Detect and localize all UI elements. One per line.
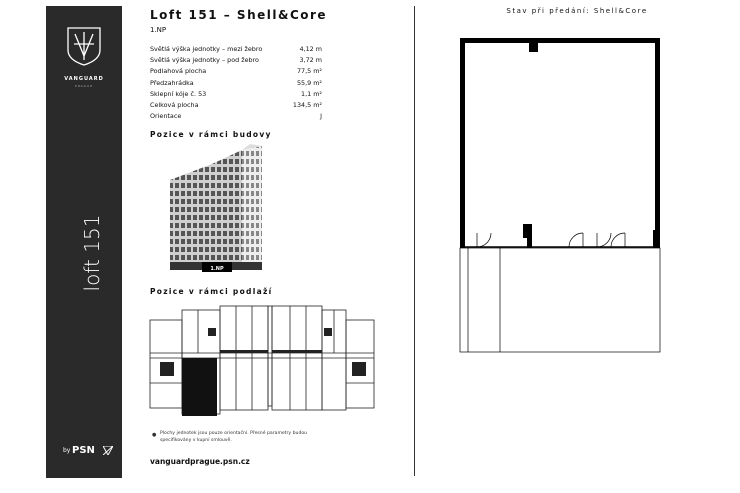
param-value: 77,5 m² (296, 67, 322, 76)
param-label: Celková plocha (150, 100, 199, 109)
param-value: 55,9 m² (296, 78, 322, 87)
floor-label: 1.NP (150, 26, 167, 34)
building-render-image (150, 142, 280, 274)
param-row (150, 55, 322, 66)
param-value: 134,5 m² (292, 100, 322, 109)
vanguard-logo-icon (66, 26, 102, 66)
param-value: J (320, 112, 322, 121)
param-row (150, 44, 322, 55)
unit-floor-plan (455, 34, 665, 356)
param-row (150, 89, 322, 100)
param-label: Orientace (150, 112, 182, 121)
plan-title: Stav při předání: Shell&Core (506, 7, 648, 15)
page-divider (414, 6, 415, 476)
disclaimer-note: Plochy jednotek jsou pouze orientační. Přesné parametry budou specifikovány v kupní smlouvě. (160, 431, 308, 443)
wall-right (655, 38, 660, 248)
param-row (150, 100, 322, 111)
brand-name: VANGUARD (64, 76, 104, 82)
unit-highlight (182, 358, 217, 416)
developer-logo: PSN (72, 445, 95, 456)
floor-plan-overview-image (148, 298, 376, 416)
website-link[interactable]: vanguardprague.psn.cz (150, 457, 250, 466)
param-label: Světlá výška jednotky – pod žebro (150, 56, 259, 65)
param-label: Předzahrádka (150, 78, 194, 87)
psn-mark-icon (103, 446, 113, 455)
param-value: 4,12 m (299, 45, 322, 53)
param-label: Sklepní kóje č. 53 (150, 89, 207, 98)
unit-label: loft 151 (80, 214, 104, 292)
building-position-heading: Pozice v rámci budovy (150, 130, 272, 139)
floor-position-heading: Pozice v rámci podlaží (150, 287, 273, 296)
sidebar (46, 6, 122, 478)
param-label: Podlahová plocha (150, 67, 207, 76)
params-table (150, 44, 322, 122)
param-row (150, 111, 322, 122)
by-label: by (63, 447, 71, 454)
floor-highlight-label: 1.NP (210, 266, 224, 272)
front-garden (460, 248, 660, 352)
brand-subtitle: PRAGUE (74, 84, 94, 88)
wall-top (460, 38, 660, 43)
param-value: 3,72 m (299, 56, 322, 65)
param-label: Světlá výška jednotky – mezi žebro (150, 45, 263, 53)
note-bullet-icon: ● (152, 432, 157, 438)
param-row (150, 66, 322, 77)
wall-left (460, 38, 465, 248)
param-value: 1,1 m² (301, 89, 322, 98)
param-row (150, 78, 322, 89)
page-title: Loft 151 – Shell&Core (150, 8, 328, 22)
column (529, 43, 538, 52)
